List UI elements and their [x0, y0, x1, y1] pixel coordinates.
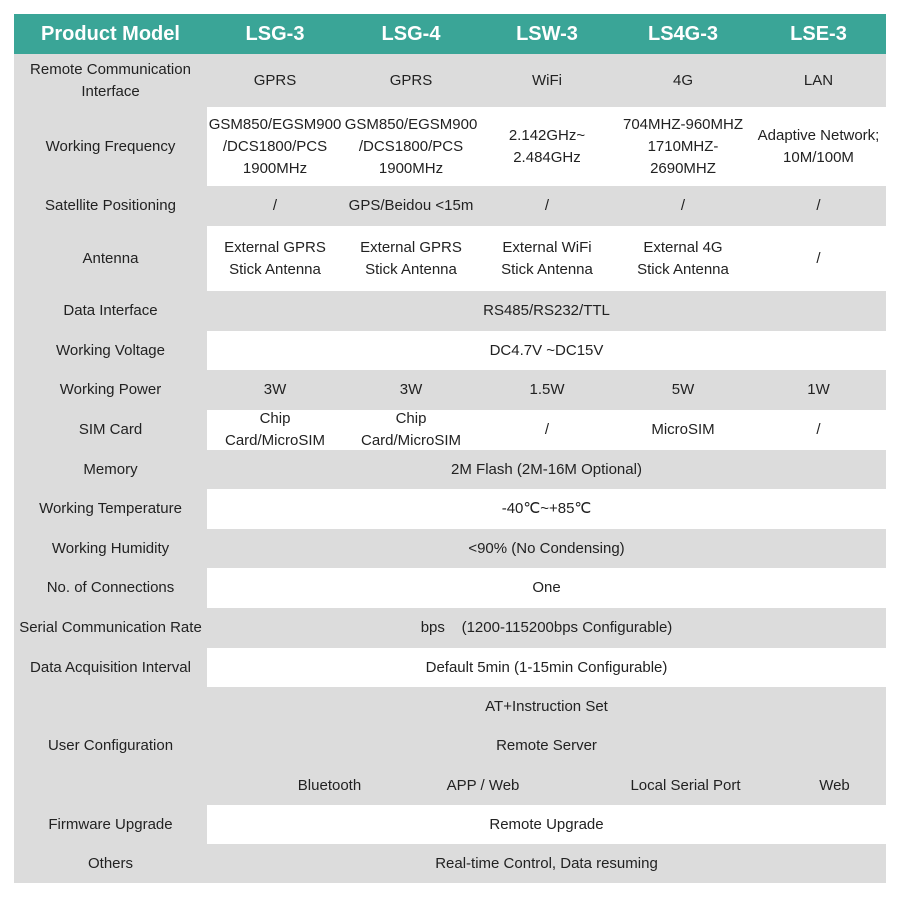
table-row — [14, 805, 886, 844]
table-cell: / — [816, 421, 821, 438]
table-cell: Adaptive Network; 10M/100M — [757, 126, 880, 166]
table-cell: / — [680, 197, 686, 214]
row-label-working-frequency: Working Frequency — [14, 107, 207, 186]
user-config-line-3 — [14, 766, 886, 805]
table-cell: External GPRS Stick Antenna — [224, 238, 326, 278]
table-row — [14, 410, 886, 450]
table-cell: / — [544, 197, 550, 214]
table-cell: APP / Web — [446, 776, 520, 794]
table-row — [14, 568, 886, 608]
header-model-lsg3: LSG-3 — [245, 23, 305, 45]
table-cell: GSM850/EGSM900 /DCS1800/PCS 1900MHz — [344, 115, 478, 177]
table-row — [14, 186, 886, 226]
row-label-user-configuration: User Configuration — [14, 687, 207, 805]
row-label-connections: No. of Connections — [14, 568, 207, 608]
row-label-working-voltage: Working Voltage — [14, 331, 207, 370]
table-cell: 1.5W — [529, 381, 565, 398]
table-cell: LAN — [803, 71, 834, 89]
table-cell: bps (1200-115200bps Configurable) — [420, 619, 673, 636]
row-label-antenna: Antenna — [14, 226, 207, 291]
table-cell: / — [816, 249, 821, 267]
table-cell: / — [816, 197, 821, 214]
table-row — [14, 687, 886, 805]
table-cell: -40℃~+85℃ — [501, 500, 592, 517]
table-row — [14, 370, 886, 410]
table-cell: 704MHZ-960MHZ 1710MHZ-2690MHZ — [622, 115, 744, 177]
table-cell: / — [544, 421, 550, 438]
table-cell: 2.142GHz~ 2.484GHz — [508, 126, 586, 166]
table-cell: 2M Flash (2M-16M Optional) — [451, 460, 642, 478]
table-cell: Chip Card/MicroSIM — [360, 410, 461, 449]
row-label-working-humidity: Working Humidity — [14, 529, 207, 568]
table-cell: GSM850/EGSM900 /DCS1800/PCS 1900MHz — [208, 115, 342, 177]
table-row — [14, 844, 886, 883]
row-label-serial-rate: Serial Communication Rate — [14, 608, 207, 648]
table-cell: External 4G Stick Antenna — [637, 238, 729, 278]
table-cell: GPRS — [253, 71, 297, 89]
table-row — [14, 291, 886, 331]
table-cell: Remote Server — [496, 736, 597, 754]
table-cell: Web — [819, 776, 850, 794]
row-label-data-interface: Data Interface — [14, 291, 207, 331]
table-cell: MicroSIM — [651, 421, 715, 438]
table-row — [14, 107, 886, 186]
table-cell: One — [532, 579, 561, 596]
user-config-line-1 — [207, 687, 886, 726]
table-cell: RS485/RS232/TTL — [483, 302, 610, 319]
table-cell: 3W — [399, 381, 423, 398]
header-model-lse3: LSE-3 — [790, 23, 847, 45]
table-cell: Default 5min (1-15min Configurable) — [425, 658, 668, 676]
table-cell: <90% (No Condensing) — [468, 539, 625, 557]
row-label-acquisition-interval: Data Acquisition Interval — [14, 648, 207, 687]
row-label-firmware-upgrade: Firmware Upgrade — [14, 805, 207, 844]
table-cell: DC4.7V ~DC15V — [489, 341, 604, 359]
table-row — [14, 450, 886, 489]
table-cell: WiFi — [532, 71, 562, 89]
user-config-line-2 — [207, 726, 886, 765]
spec-table — [14, 14, 886, 883]
row-label-remote-communication: Remote Communication Interface — [14, 54, 207, 107]
table-cell: Real-time Control, Data resuming — [435, 854, 658, 872]
table-cell: External GPRS Stick Antenna — [360, 238, 462, 278]
table-cell: AT+Instruction Set — [485, 697, 608, 715]
row-label-sim-card: SIM Card — [14, 410, 207, 450]
row-label-others: Others — [14, 844, 207, 883]
row-label-working-power: Working Power — [14, 370, 207, 410]
header-product-model: Product Model — [41, 23, 180, 45]
table-row — [14, 331, 886, 370]
table-cell: 4G — [672, 71, 693, 89]
row-label-working-temperature: Working Temperature — [14, 489, 207, 529]
table-cell: / — [272, 197, 278, 214]
header-model-lsw3: LSW-3 — [516, 23, 578, 45]
table-row — [14, 608, 886, 648]
table-cell: 5W — [671, 381, 695, 398]
row-label-memory: Memory — [14, 450, 207, 489]
table-cell: Bluetooth — [297, 776, 362, 794]
table-row — [14, 529, 886, 568]
table-cell: Chip Card/MicroSIM — [224, 410, 325, 449]
table-row — [14, 489, 886, 529]
table-cell: 1W — [807, 381, 830, 398]
table-header-row — [14, 14, 886, 54]
table-row — [14, 54, 886, 107]
header-model-ls4g3: LS4G-3 — [647, 23, 719, 45]
table-row — [14, 648, 886, 687]
table-cell: 3W — [263, 381, 287, 398]
row-label-satellite-positioning: Satellite Positioning — [14, 186, 207, 226]
table-cell: Local Serial Port — [630, 776, 741, 794]
table-row — [14, 226, 886, 291]
table-cell: External WiFi Stick Antenna — [501, 238, 593, 278]
header-model-lsg4: LSG-4 — [381, 23, 441, 45]
table-cell: GPRS — [389, 71, 433, 89]
table-cell: Remote Upgrade — [489, 815, 604, 833]
table-cell: GPS/Beidou <15m — [348, 197, 474, 214]
